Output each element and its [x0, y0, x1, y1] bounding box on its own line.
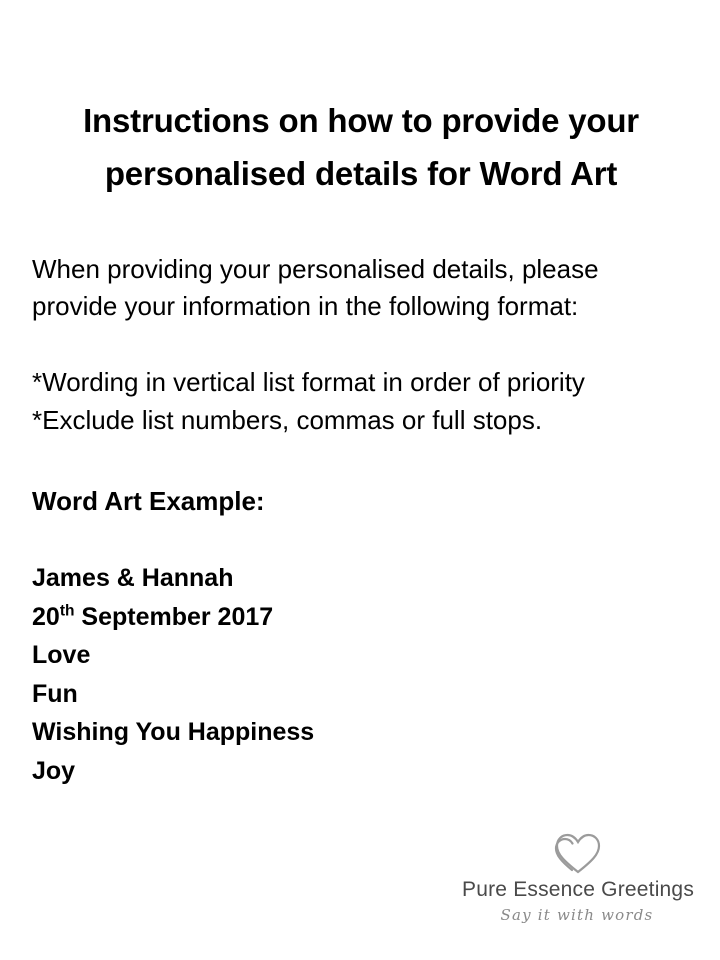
page-title-line-1: Instructions on how to provide your [83, 102, 639, 139]
example-item-date-number: 20 [32, 602, 60, 631]
intro-line-1: When providing your personalised details, please [32, 253, 599, 284]
bullet-line-1: *Wording in vertical list format in order of priority [32, 366, 585, 397]
example-heading: Word Art Example: [32, 486, 265, 517]
bullet-list [32, 364, 690, 439]
intro-paragraph [32, 251, 690, 326]
brand-tagline: Say it with words [500, 906, 654, 924]
example-item-date-suffix: th [59, 602, 75, 620]
example-item: James & Hannah [32, 564, 234, 593]
example-item: Fun [32, 679, 78, 708]
example-list [32, 559, 690, 790]
example-item: Joy [32, 756, 76, 785]
example-item: Love [32, 641, 91, 670]
example-item-date-rest: September 2017 [74, 602, 274, 631]
example-item [32, 598, 690, 637]
brand-logo [462, 830, 695, 924]
intro-line-2: provide your information in the following format: [32, 291, 579, 322]
double-heart-icon [462, 830, 692, 876]
page-title [40, 95, 682, 201]
brand-name: Pure Essence Greetings [462, 878, 695, 901]
bullet-line-2: *Exclude list numbers, commas or full stops. [32, 404, 543, 435]
example-item: Wishing You Happiness [32, 718, 315, 747]
page-title-line-2: personalised details for Word Art [104, 154, 618, 192]
